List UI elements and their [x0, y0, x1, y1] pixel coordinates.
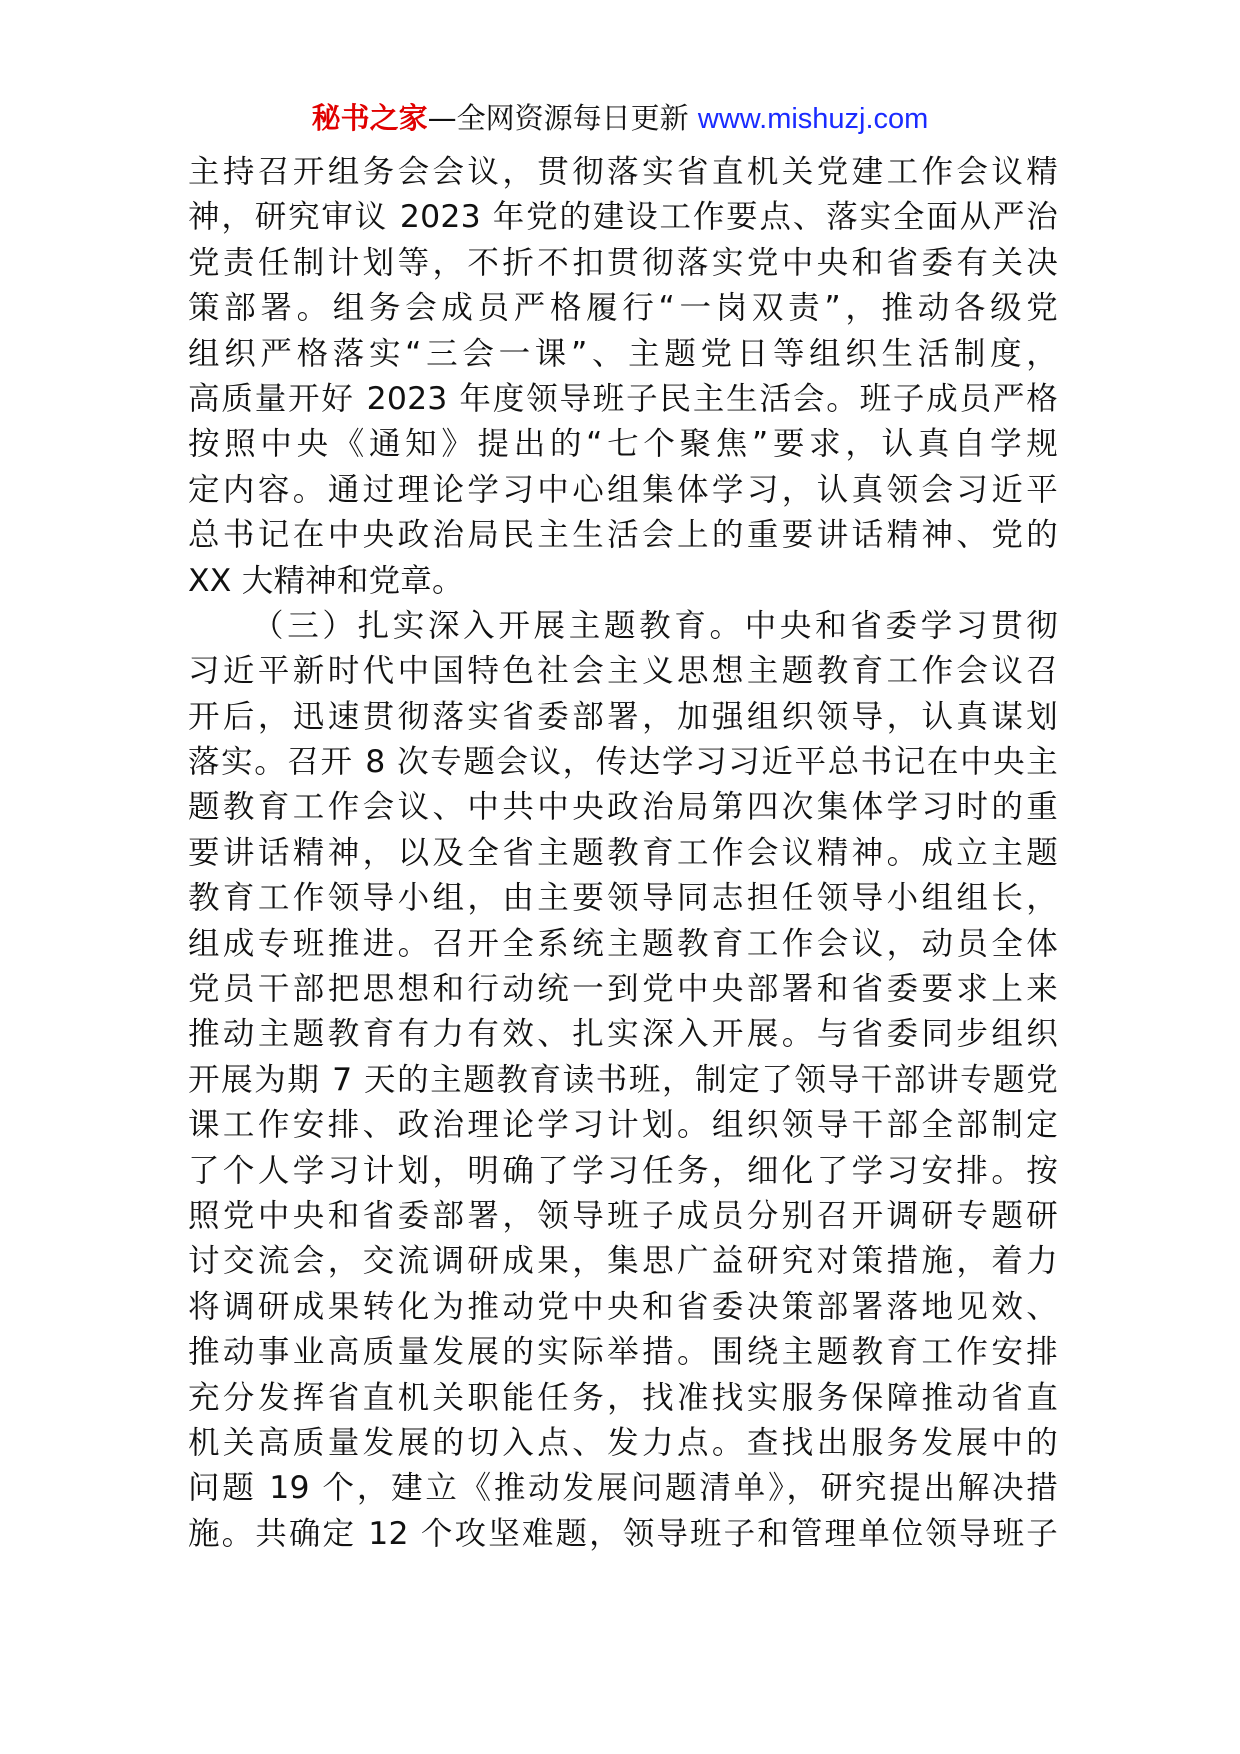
text-line: 高质量开好 2023 年度领导班子民主生活会。班子成员严格	[188, 380, 1058, 417]
text-line: 开后，迅速贯彻落实省委部署，加强组织领导，认真谋划	[188, 698, 1058, 735]
text-line: 按照中央《通知》提出的“七个聚焦”要求，认真自学规	[188, 426, 1058, 463]
text-line: 照党中央和省委部署，领导班子成员分别召开调研专题研	[188, 1197, 1058, 1234]
section-heading-line: （三）扎实深入开展主题教育。中央和省委学习贯彻	[252, 607, 1058, 644]
text-line: 主持召开组务会会议，贯彻落实省直机关党建工作会议精	[188, 154, 1058, 190]
text-line: 推动事业高质量发展的实际举措。围绕主题教育工作安排	[188, 1334, 1058, 1371]
text-line: 策部署。组务会成员严格履行“一岗双责”，推动各级党	[188, 290, 1058, 327]
text-line: 题教育工作会议、中共中央政治局第四次集体学习时的重	[188, 789, 1058, 826]
brand-name: 秘书之家	[311, 101, 428, 135]
text-line: 要讲话精神，以及全省主题教育工作会议精神。成立主题	[188, 834, 1058, 871]
paragraph-end-line: XX 大精神和党章。	[188, 562, 464, 599]
text-line: 开展为期 7 天的主题教育读书班，制定了领导干部讲专题党	[188, 1061, 1058, 1098]
text-line: 神，研究审议 2023 年党的建设工作要点、落实全面从严治	[188, 199, 1058, 236]
text-line: 组织严格落实“三会一课”、主题党日等组织生活制度，	[188, 335, 1058, 372]
text-line: 定内容。通过理论学习中心组集体学习，认真领会习近平	[188, 471, 1058, 508]
text-line: 组成专班推进。召开全系统主题教育工作会议，动员全体	[188, 925, 1058, 962]
text-line: 落实。召开 8 次专题会议，传达学习习近平总书记在中央主	[188, 744, 1058, 781]
document-body	[188, 150, 1058, 1557]
site-url-link[interactable]: www.mishuzj.com	[697, 103, 929, 135]
text-line: 总书记在中央政治局民主生活会上的重要讲话精神、党的	[188, 517, 1058, 554]
text-line: 习近平新时代中国特色社会主义思想主题教育工作会议召	[188, 653, 1058, 690]
text-line: 党责任制计划等，不折不扣贯彻落实党中央和省委有关决	[188, 244, 1058, 281]
text-line: 了个人学习计划，明确了学习任务，细化了学习安排。按	[188, 1152, 1058, 1189]
text-line: 党员干部把思想和行动统一到党中央部署和省委要求上来	[188, 971, 1058, 1008]
text-line: 机关高质量发展的切入点、发力点。查找出服务发展中的	[188, 1424, 1058, 1461]
text-line: 讨交流会，交流调研成果，集思广益研究对策措施，着力	[188, 1243, 1058, 1280]
text-line: 问题 19 个，建立《推动发展问题清单》，研究提出解决措	[188, 1470, 1058, 1507]
text-line: 施。共确定 12 个攻坚难题，领导班子和管理单位领导班子	[188, 1515, 1058, 1552]
text-line: 充分发挥省直机关职能任务，找准找实服务保障推动省直	[188, 1379, 1058, 1416]
site-header	[0, 98, 1240, 139]
header-tagline: —全网资源每日更新	[427, 101, 689, 135]
text-line: 推动主题教育有力有效、扎实深入开展。与省委同步组织	[188, 1016, 1058, 1053]
text-line: 教育工作领导小组，由主要领导同志担任领导小组组长，	[188, 880, 1058, 917]
text-line: 课工作安排、政治理论学习计划。组织领导干部全部制定	[188, 1107, 1058, 1144]
text-line: 将调研成果转化为推动党中央和省委决策部署落地见效、	[188, 1288, 1058, 1325]
